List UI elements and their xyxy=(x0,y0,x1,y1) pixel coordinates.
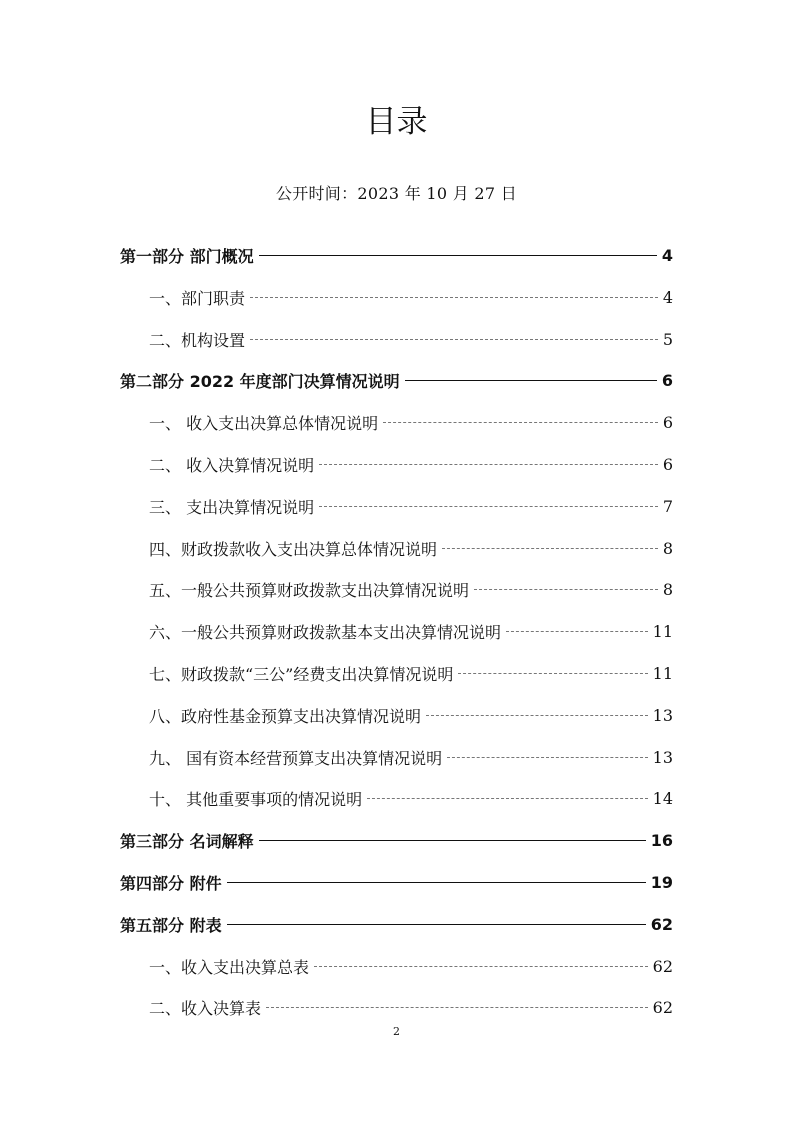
toc-entry-label: 二、收入决算表 xyxy=(149,998,262,1018)
toc-leader-line xyxy=(319,506,658,507)
toc-section-entry[interactable] xyxy=(149,619,673,643)
toc-entry-label: 六、一般公共预算财政拨款基本支出决算情况说明 xyxy=(149,622,502,642)
toc-leader-line xyxy=(227,924,646,925)
toc-leader-line xyxy=(383,422,658,423)
toc-leader-line xyxy=(458,673,647,674)
toc-entry-label: 十、 其他重要事项的情况说明 xyxy=(149,789,363,809)
toc-leader-line xyxy=(259,255,657,256)
toc-section-entry[interactable] xyxy=(149,577,673,601)
toc-section-entry[interactable] xyxy=(149,452,673,476)
toc-entry-label: 一、部门职责 xyxy=(149,288,246,308)
toc-section-entry[interactable] xyxy=(149,285,673,309)
toc-section-entry[interactable] xyxy=(149,661,673,685)
toc-entry-label: 二、 收入决算情况说明 xyxy=(149,455,315,475)
toc-section-entry[interactable] xyxy=(149,703,673,727)
page-number: 2 xyxy=(393,1025,400,1038)
toc-entry-page: 13 xyxy=(652,747,673,767)
toc-entry-label: 第一部分 部门概况 xyxy=(120,246,254,266)
toc-entry-page: 14 xyxy=(652,788,673,808)
toc-leader-line xyxy=(405,380,657,381)
toc-entry-label: 第四部分 附件 xyxy=(120,873,222,893)
toc-entry-page: 7 xyxy=(662,496,673,516)
toc-section-entry[interactable] xyxy=(149,410,673,434)
toc-entry-page: 6 xyxy=(662,454,673,474)
toc-entry-page: 4 xyxy=(661,245,673,265)
toc-section-entry[interactable] xyxy=(149,995,673,1019)
toc-part-entry[interactable] xyxy=(120,828,673,852)
toc-entry-page: 19 xyxy=(650,872,673,892)
toc-leader-line xyxy=(367,798,648,799)
toc-entry-label: 一、 收入支出决算总体情况说明 xyxy=(149,413,379,433)
toc-entry-page: 16 xyxy=(650,830,673,850)
toc-entry-label: 一、收入支出决算总表 xyxy=(149,957,310,977)
publish-date: 公开时间：2023 年 10 月 27 日 xyxy=(275,184,518,203)
toc-entry-label: 第二部分 2022 年度部门决算情况说明 xyxy=(120,371,400,391)
toc-entry-page: 62 xyxy=(650,914,673,934)
page-title: 目录 xyxy=(365,104,428,140)
toc-leader-line xyxy=(426,715,648,716)
toc-entry-page: 8 xyxy=(662,579,673,599)
toc-entry-label: 七、财政拨款“三公”经费支出决算情况说明 xyxy=(149,664,454,684)
toc-part-entry[interactable] xyxy=(120,912,673,936)
toc-leader-line xyxy=(314,966,648,967)
toc-entry-label: 五、一般公共预算财政拨款支出决算情况说明 xyxy=(149,580,470,600)
toc-entry-label: 第三部分 名词解释 xyxy=(120,831,254,851)
toc-section-entry[interactable] xyxy=(149,745,673,769)
toc-leader-line xyxy=(250,339,658,340)
toc-section-entry[interactable] xyxy=(149,327,673,351)
toc-entry-page: 11 xyxy=(652,621,673,641)
toc-leader-line xyxy=(250,297,658,298)
toc-entry-page: 6 xyxy=(662,412,673,432)
toc-entry-page: 11 xyxy=(652,663,673,683)
toc-leader-line xyxy=(442,548,658,549)
toc-entry-label: 三、 支出决算情况说明 xyxy=(149,497,315,517)
toc-part-entry[interactable] xyxy=(120,243,673,267)
toc-entry-label: 八、政府性基金预算支出决算情况说明 xyxy=(149,706,422,726)
toc-section-entry[interactable] xyxy=(149,786,673,810)
toc-part-entry[interactable] xyxy=(120,870,673,894)
toc-leader-line xyxy=(506,631,648,632)
toc-leader-line xyxy=(259,840,646,841)
toc-leader-line xyxy=(447,757,648,758)
toc-section-entry[interactable] xyxy=(149,954,673,978)
toc-entry-page: 8 xyxy=(662,538,673,558)
toc-leader-line xyxy=(319,464,658,465)
toc-entry-label: 九、 国有资本经营预算支出决算情况说明 xyxy=(149,748,443,768)
toc-entry-page: 62 xyxy=(652,956,673,976)
toc-entry-label: 第五部分 附表 xyxy=(120,915,222,935)
toc-leader-line xyxy=(227,882,646,883)
toc-section-entry[interactable] xyxy=(149,494,673,518)
toc-entry-page: 6 xyxy=(661,370,673,390)
toc-entry-page: 13 xyxy=(652,705,673,725)
toc-section-entry[interactable] xyxy=(149,536,673,560)
toc-entry-label: 二、机构设置 xyxy=(149,330,246,350)
toc-leader-line xyxy=(266,1007,648,1008)
toc-entry-label: 四、财政拨款收入支出决算总体情况说明 xyxy=(149,539,438,559)
toc-part-entry[interactable] xyxy=(120,368,673,392)
toc-entry-page: 62 xyxy=(652,997,673,1017)
toc-leader-line xyxy=(474,589,658,590)
toc-entry-page: 5 xyxy=(662,329,673,349)
toc-entry-page: 4 xyxy=(662,287,673,307)
